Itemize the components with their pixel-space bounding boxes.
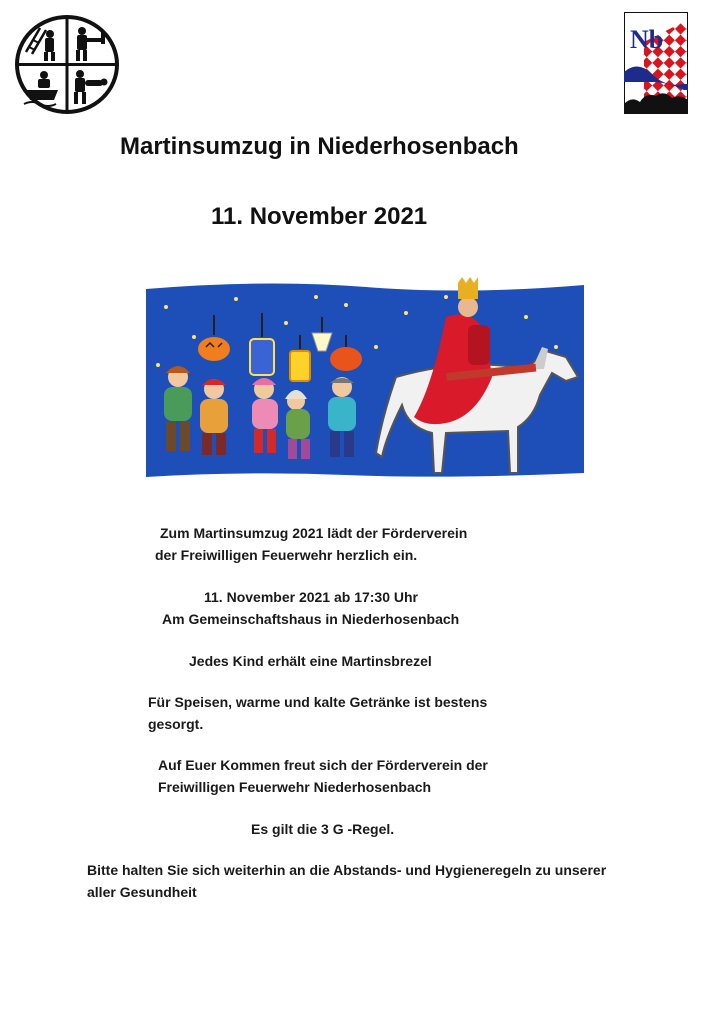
event-time: 11. November 2021 ab 17:30 Uhr	[204, 589, 419, 605]
3g-rule-note: Es gilt die 3 G -Regel.	[251, 821, 395, 837]
invitation-line-2: der Freiwilligen Feuerwehr herzlich ein.	[155, 547, 418, 563]
invitation-paragraph	[160, 522, 467, 544]
date-heading: 11. November 2021	[211, 203, 428, 230]
saint-martin-lantern-procession-illustration	[146, 277, 584, 479]
event-location: Am Gemeinschaftshaus in Niederhosenbach	[162, 611, 460, 627]
hygiene-line-2: aller Gesundheit	[87, 884, 197, 900]
pretzel-note: Jedes Kind erhält eine Martinsbrezel	[189, 653, 432, 669]
fire-brigade-emblem-icon	[14, 14, 120, 115]
welcome-line-1: Auf Euer Kommen freut sich der Förderverein der	[158, 757, 488, 773]
food-line-2: gesorgt.	[148, 716, 204, 732]
welcome-line-2: Freiwilligen Feuerwehr Niederhosenbach	[158, 779, 432, 795]
invitation-line-1: Zum Martinsumzug 2021 lädt der Förderverein	[160, 525, 468, 541]
municipal-coat-of-arms-icon	[624, 12, 688, 114]
invitation-paragraph-cont	[155, 544, 417, 566]
coat-of-arms-initials: Nb	[630, 25, 664, 54]
food-line-1: Für Speisen, warme und kalte Getränke ist bestens	[148, 694, 488, 710]
hygiene-line-1: Bitte halten Sie sich weiterhin an die Abstands- und Hygieneregeln zu unserer	[87, 862, 607, 878]
page-title: Martinsumzug in Niederhosenbach	[120, 133, 519, 160]
